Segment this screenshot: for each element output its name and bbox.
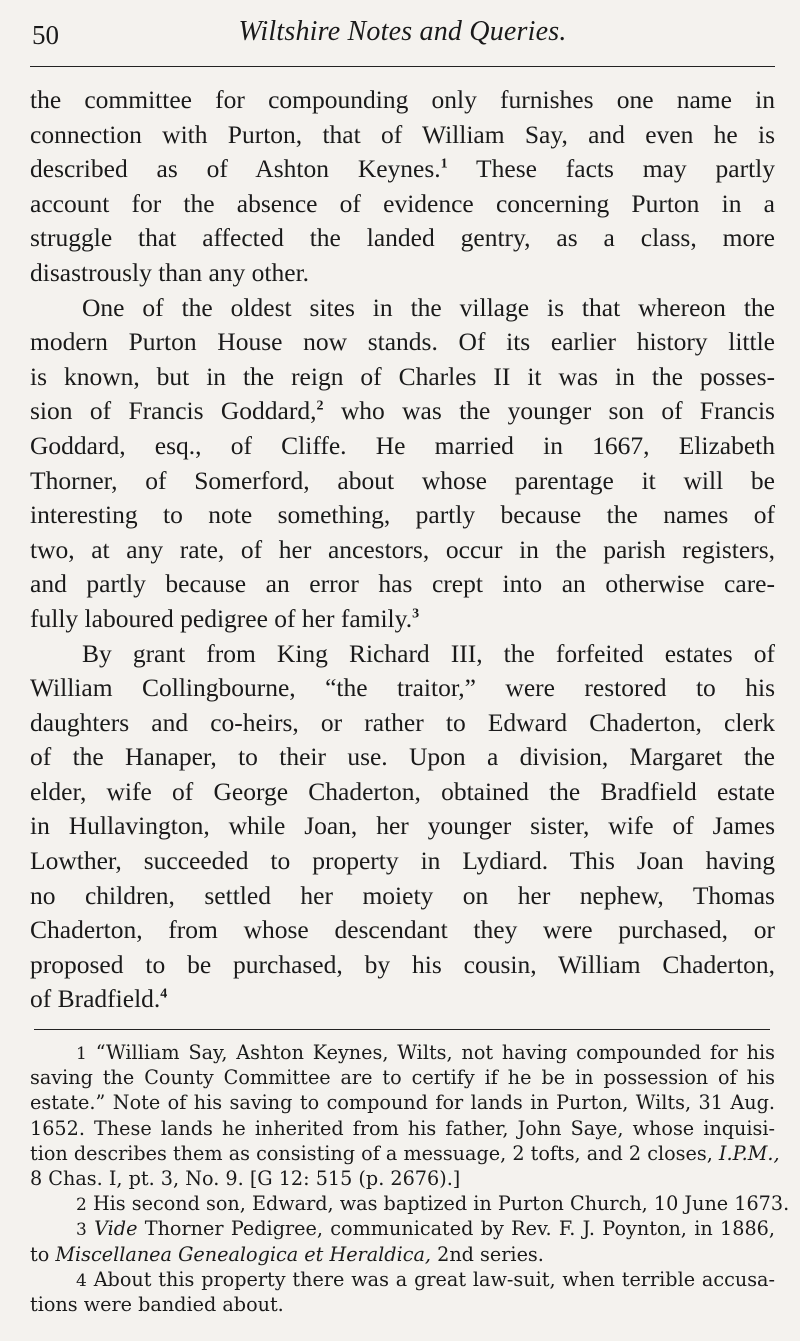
footnote-mark: 4 (76, 1270, 87, 1291)
body-text-span: fully laboured pedigree of her family. (30, 603, 413, 633)
footnote-1 (30, 1040, 775, 1065)
body-text-span: who was the younger son of Francis (323, 396, 775, 426)
footnote-divider (34, 1029, 770, 1030)
body-line: no children, settled her moiety on her nephew, Thomas (30, 880, 775, 910)
footnote-mark: 2 (76, 1195, 87, 1216)
footnote-italic: I.P.M., (718, 1141, 780, 1165)
footnote-4 (30, 1267, 775, 1292)
body-line (30, 152, 775, 187)
footnote-mark: 3 (76, 1220, 87, 1241)
body-text-span: described as of Ashton Keynes. (30, 154, 441, 184)
body-line (30, 602, 775, 637)
body-line: interesting to note something, partly because the names of (30, 500, 775, 530)
body-text (30, 83, 775, 1017)
body-text-span: of Bradfield. (30, 984, 161, 1014)
footnote-italic: Miscellanea Genealogica et Heraldica, (55, 1242, 432, 1266)
body-line: is known, but in the reign of Charles II it was in the posses- (30, 361, 775, 391)
footnote-text: His second son, Edward, was baptized in Purton Church, 10 June 1673. (92, 1192, 790, 1216)
body-line: William Collingbourne, “the traitor,” were restored to his (30, 673, 775, 703)
footnote-3 (30, 1216, 775, 1241)
body-line: account for the absence of evidence concerning Purton in a (30, 188, 775, 218)
body-line: By grant from King Richard III, the forfeited estates of (82, 638, 775, 668)
body-line: Goddard, esq., of Cliffe. He married in 1667, Elizabeth (30, 430, 775, 460)
footnote-ref-4[interactable]: 4 (160, 986, 168, 1002)
page (30, 0, 790, 1317)
body-line: Chaderton, from whose descendant they were purchased, or (30, 915, 775, 945)
body-line: Lowther, succeeded to property in Lydiard. This Joan having (30, 846, 775, 876)
footnote-ref-1[interactable]: 1 (440, 156, 448, 172)
body-line: in Hullavington, while Joan, her younger sister, wife of James (30, 811, 775, 841)
footnote-ref-2[interactable]: 2 (316, 398, 324, 414)
body-line: struggle that affected the landed gentry, as a class, more (30, 223, 775, 253)
footnote-line (30, 1141, 780, 1166)
body-line: daughters and co-heirs, or rather to Edward Chaderton, clerk (30, 707, 775, 737)
footnote-line: estate.” Note of his saving to compound for lands in Purton, Wilts, 31 Aug. (30, 1091, 775, 1115)
footnote-text: “William Say, Ashton Keynes, Wilts, not having compounded for his (95, 1041, 775, 1065)
footnote-line: tions were bandied about. (30, 1292, 284, 1316)
footnote-line: 1652. These lands he inherited from his father, John Saye, whose inquisi- (30, 1116, 775, 1140)
footnote-text: to (30, 1242, 56, 1266)
body-line: One of the oldest sites in the village is that whereon the (82, 292, 775, 322)
body-line (30, 982, 775, 1017)
running-title: Wiltshire Notes and Queries. (238, 16, 567, 47)
body-text-span: sion of Francis Goddard, (30, 396, 317, 426)
page-number: 50 (32, 20, 59, 50)
footnotes (30, 1040, 790, 1317)
body-line: the committee for compounding only furnishes one name in (30, 85, 775, 114)
body-line: and partly because an error has crept into an otherwise care- (30, 569, 775, 599)
footnote-italic: Vide (94, 1217, 138, 1241)
footnote-text: About this property there was a great law-suit, when terrible accusa- (93, 1267, 775, 1291)
body-line: proposed to be purchased, by his cousin, William Chaderton, (30, 949, 775, 979)
body-text-span: These facts may partly (447, 154, 775, 184)
footnote-line (30, 1242, 775, 1267)
body-line: connection with Purton, that of William Say, and even he is (30, 119, 775, 149)
body-line: modern Purton House now stands. Of its earlier history little (30, 327, 775, 357)
body-line: disastrously than any other. (30, 257, 310, 287)
footnote-line: 8 Chas. I, pt. 3, No. 9. [G 12: 515 (p. 2676).] (30, 1166, 461, 1190)
body-line: of the Hanaper, to their use. Upon a division, Margaret the (30, 742, 775, 772)
running-header (30, 0, 775, 67)
footnote-text: tion describes them as consisting of a messuage, 2 tofts, and 2 closes, (30, 1141, 719, 1165)
footnote-mark: 1 (76, 1044, 87, 1065)
body-line: two, at any rate, of her ancestors, occur in the parish registers, (30, 534, 775, 564)
footnote-line: saving the County Committee are to certify if he be in possession of his (30, 1066, 775, 1090)
footnote-2 (30, 1191, 790, 1216)
footnote-ref-3[interactable]: 3 (412, 606, 420, 622)
body-line (30, 394, 775, 429)
body-line: elder, wife of George Chaderton, obtained the Bradfield estate (30, 776, 775, 806)
footnote-text: Thorner Pedigree, communicated by Rev. F. J. Poynton, in 1886, (137, 1217, 775, 1241)
footnote-text: 2nd series. (431, 1242, 544, 1266)
body-line: Thorner, of Somerford, about whose parentage it will be (30, 465, 775, 495)
